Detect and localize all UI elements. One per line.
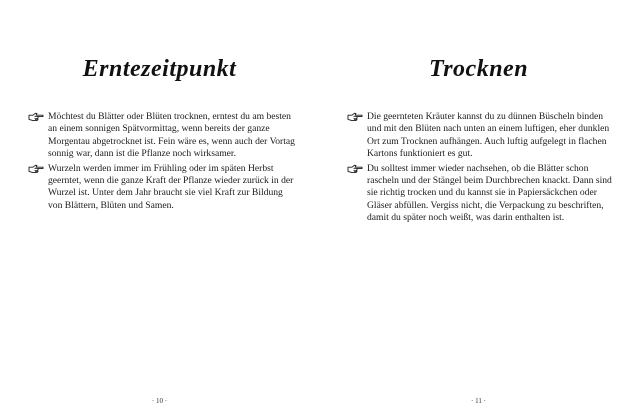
pointing-hand-icon [28,112,44,122]
list-item [347,111,617,161]
paragraph: Wurzeln werden immer im Frühling oder im späten Herbst geerntet, wenn die ganze Kraft der Pflanze wieder zurück in der Wurzel ist. Unter dem Jahr braucht sie viel Kraft zur Bildung von Blättern, Blüten und Samen. [48,162,294,211]
list-item [28,163,298,213]
list-item [28,111,298,161]
pointing-hand-icon [347,164,363,174]
left-page-heading: Erntezeitpunkt [82,56,237,82]
right-page-list [347,111,617,227]
paragraph: Möchtest du Blätter oder Blüten trocknen, erntest du am besten an einem sonnigen Spätvormittag, wenn bereits der ganze Morgentau abgetrocknet ist. Fein wäre es, wenn auch der Vortag sonnig war, dann ist die Pflanze noch wirksamer. [48,111,295,160]
list-item [347,163,617,225]
left-page-list [28,111,298,214]
pointing-hand-icon [347,112,363,122]
right-page [319,0,638,420]
page-number: · 10 · [151,397,168,405]
right-page-heading: Trocknen [428,56,529,82]
paragraph: Du solltest immer wieder nachsehen, ob die Blätter schon rascheln und der Stängel beim Durchbrechen knackt. Dann sind sie richtig trocken und du kannst sie in Papiersäckchen oder Gläser abfüllen. Vergiss nicht, die Verpackung zu beschriften, damit du später noch weißt, was darin enthalten ist. [367,162,612,224]
pointing-hand-icon [28,164,44,174]
paragraph: Die geernteten Kräuter kannst du zu dünnen Büscheln binden und mit den Blüten nach unten an einem luftigen, eher dunklen Ort zum Trocknen aufhängen. Auch luftig aufgelegt in flachen Kartons funktioniert es gut. [367,111,610,160]
page-number: · 11 · [471,397,486,405]
